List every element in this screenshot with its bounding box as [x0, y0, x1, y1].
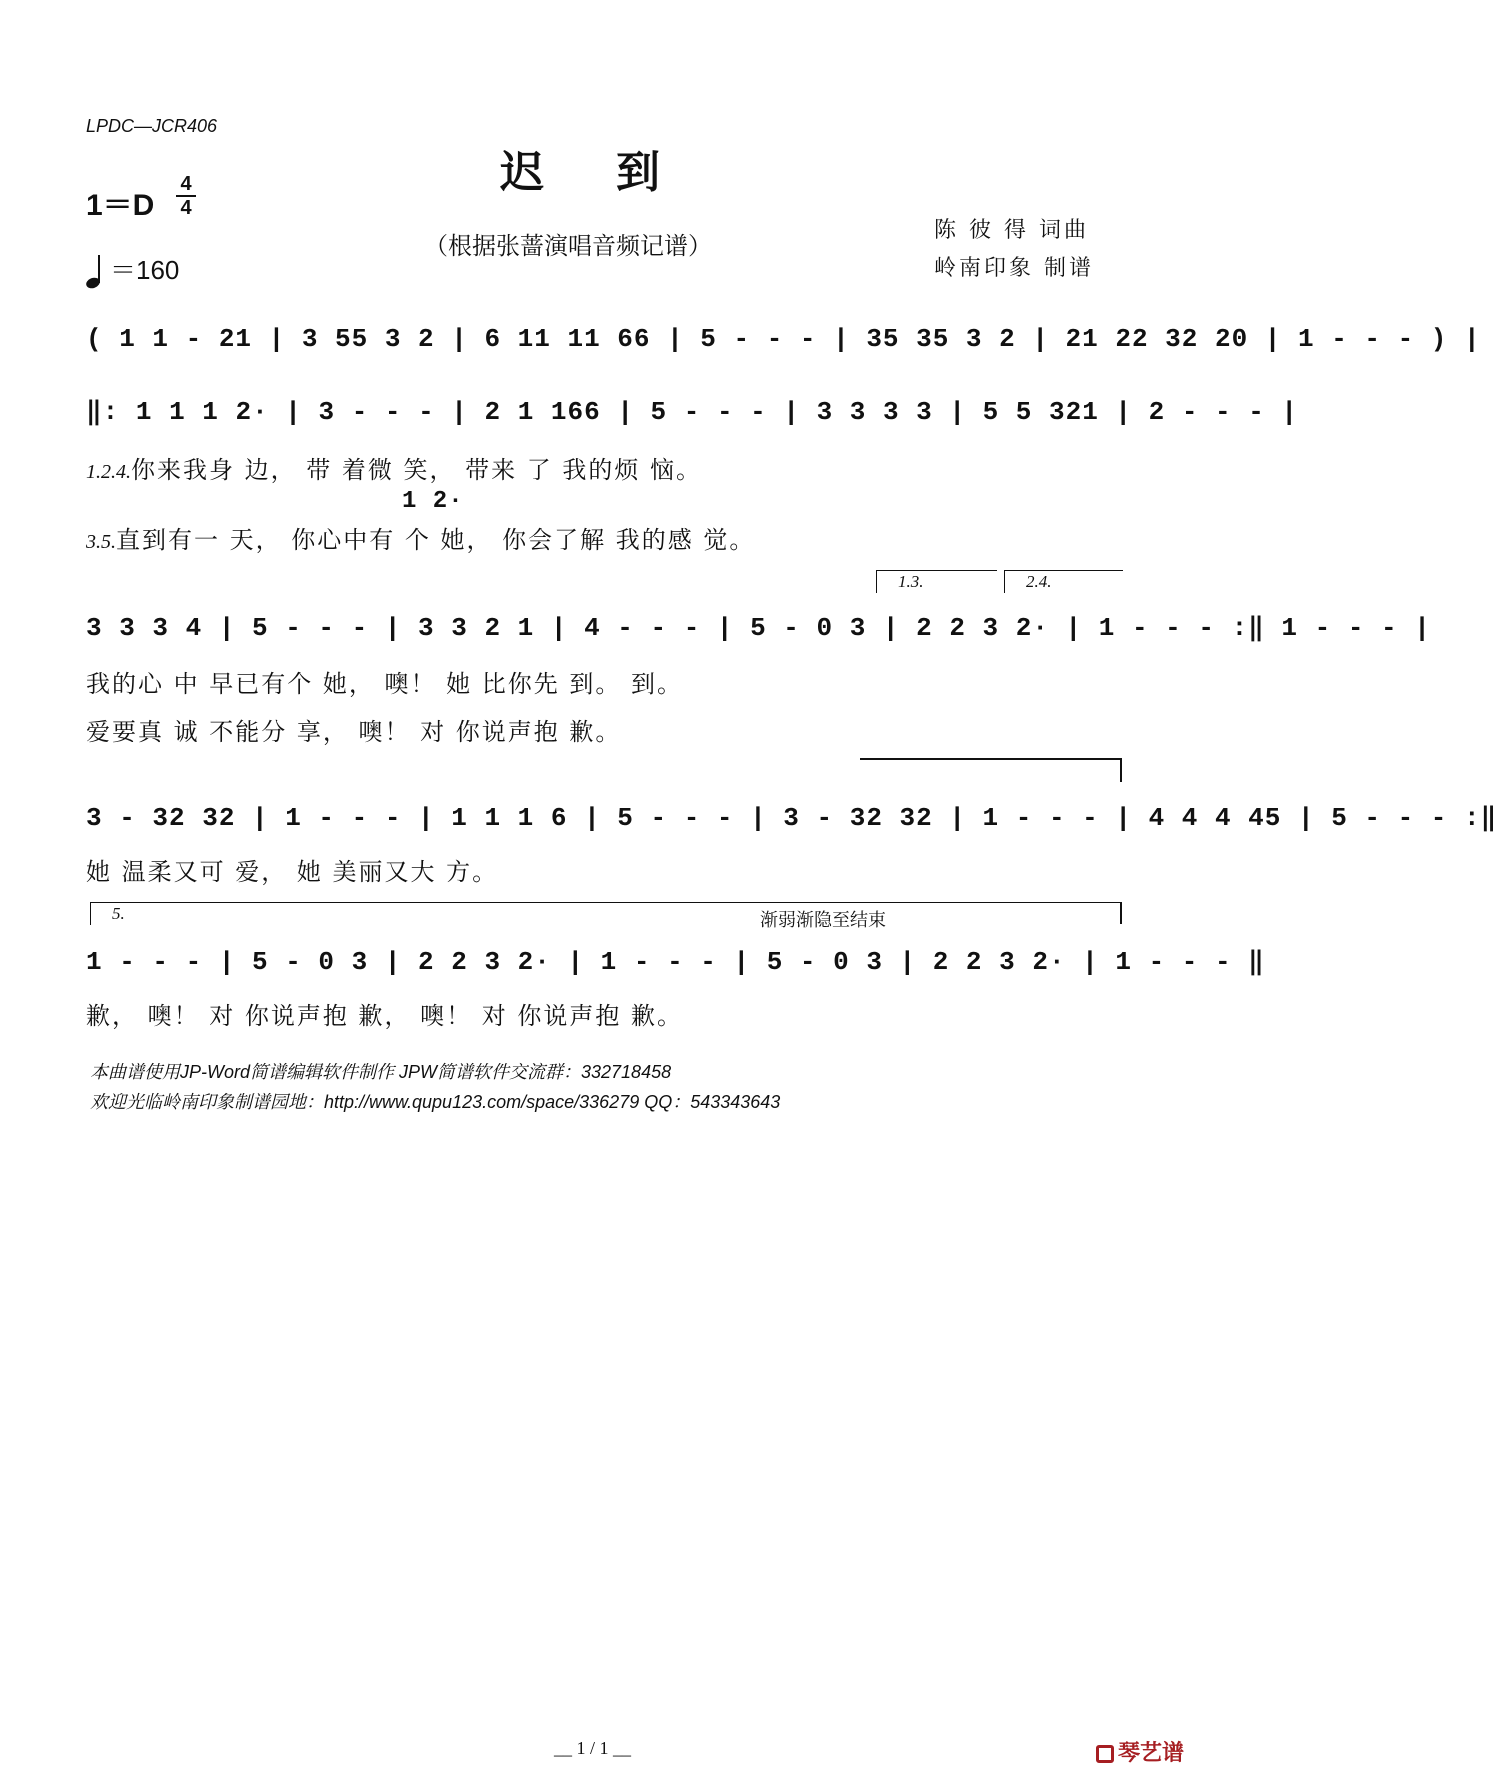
volta-bracket-5 [90, 902, 1121, 925]
volta-label-24: 2.4. [1026, 572, 1052, 591]
lyrics-verse-124: 你来我身 边， 带 着微 笑， 带来 了 我的烦 恼。 [131, 456, 703, 484]
page-number: __ 1 / 1 __ [554, 1738, 632, 1758]
repeat-bracket-line [860, 758, 1122, 760]
tempo-value: ＝160 [110, 255, 180, 285]
alt-ending-notes: 1 2· [402, 488, 464, 515]
tempo-marking [86, 250, 179, 288]
verse-label-35: 3.5. [86, 531, 116, 553]
line2-notes: 3 3 3 4 | 5 - - - | 3 3 2 1 | 4 - - - | 5 - 0 3 | 2 2 3 2· | 1 - - - :‖ 1 - - - | [86, 613, 1431, 643]
time-bottom: 4 [180, 197, 192, 219]
site-logo [1096, 1736, 1184, 1767]
footer-software: 本曲谱使用JP-Word简谱编辑软件制作 JPW简谱软件交流群：332718458 [90, 1062, 672, 1082]
line1-lyrics-2 [86, 520, 755, 555]
volta-bracket-5-end [1120, 902, 1122, 924]
time-top: 4 [180, 173, 192, 195]
score-code: LPDC—JCR406 [86, 116, 218, 136]
volta-bracket-24 [1004, 570, 1123, 593]
logo-icon [1096, 1745, 1114, 1763]
line4-lyrics: 歉， 噢！ 对 你说声抱 歉， 噢！ 对 你说声抱 歉。 [86, 1002, 684, 1030]
dynamics-marking: 渐弱渐隐至结束 [760, 910, 886, 931]
line4-notes: 1 - - - | 5 - 0 3 | 2 2 3 2· | 1 - - - | 5 - 0 3 | 2 2 3 2· | 1 - - - ‖ [86, 947, 1265, 977]
credit-arranger: 岭南印象 制谱 [934, 256, 1094, 281]
intro-notes: ( 1 1 - 21 | 3 55 3 2 | 6 11 11 66 | 5 - - - | 35 35 3 2 | 21 22 32 20 | 1 - - - ) | [86, 324, 1481, 354]
logo-text: 琴艺谱 [1118, 1740, 1185, 1765]
key-signature: 1＝D [86, 189, 155, 222]
credits [934, 212, 1094, 288]
time-signature [174, 174, 198, 218]
volta-label-5: 5. [112, 904, 125, 923]
volta-bracket-13 [876, 570, 997, 593]
repeat-bracket-end [1120, 758, 1122, 782]
quarter-note-icon [86, 256, 106, 288]
subtitle: （根据张蔷演唱音频记谱） [424, 232, 712, 260]
line3-notes: 3 - 32 32 | 1 - - - | 1 1 1 6 | 5 - - - | 3 - 32 32 | 1 - - - | 4 4 4 45 | 5 - - - :‖ [86, 803, 1497, 833]
volta-label-13: 1.3. [898, 572, 924, 591]
line1-lyrics [86, 450, 702, 485]
line2-lyrics-2: 爱要真 诚 不能分 享， 噢！ 对 你说声抱 歉。 [86, 718, 622, 746]
line2-lyrics: 我的心 中 早已有个 她， 噢！ 她 比你先 到。 到。 [86, 670, 684, 698]
song-title: 迟到 [500, 147, 732, 198]
footer-website: 欢迎光临岭南印象制谱园地：http://www.qupu123.com/space/336279 QQ：543343643 [90, 1092, 781, 1112]
line1-notes: ‖: 1 1 1 2· | 3 - - - | 2 1 166 | 5 - - - | 3 3 3 3 | 5 5 321 | 2 - - - | [86, 397, 1299, 427]
line3-lyrics: 她 温柔又可 爱， 她 美丽又大 方。 [86, 858, 499, 886]
verse-label-124: 1.2.4. [86, 461, 131, 483]
credit-lyrics-music: 陈 彼 得 词曲 [934, 218, 1089, 243]
lyrics-verse-35: 直到有一 天， 你心中有 个 她， 你会了解 我的感 觉。 [116, 526, 756, 554]
